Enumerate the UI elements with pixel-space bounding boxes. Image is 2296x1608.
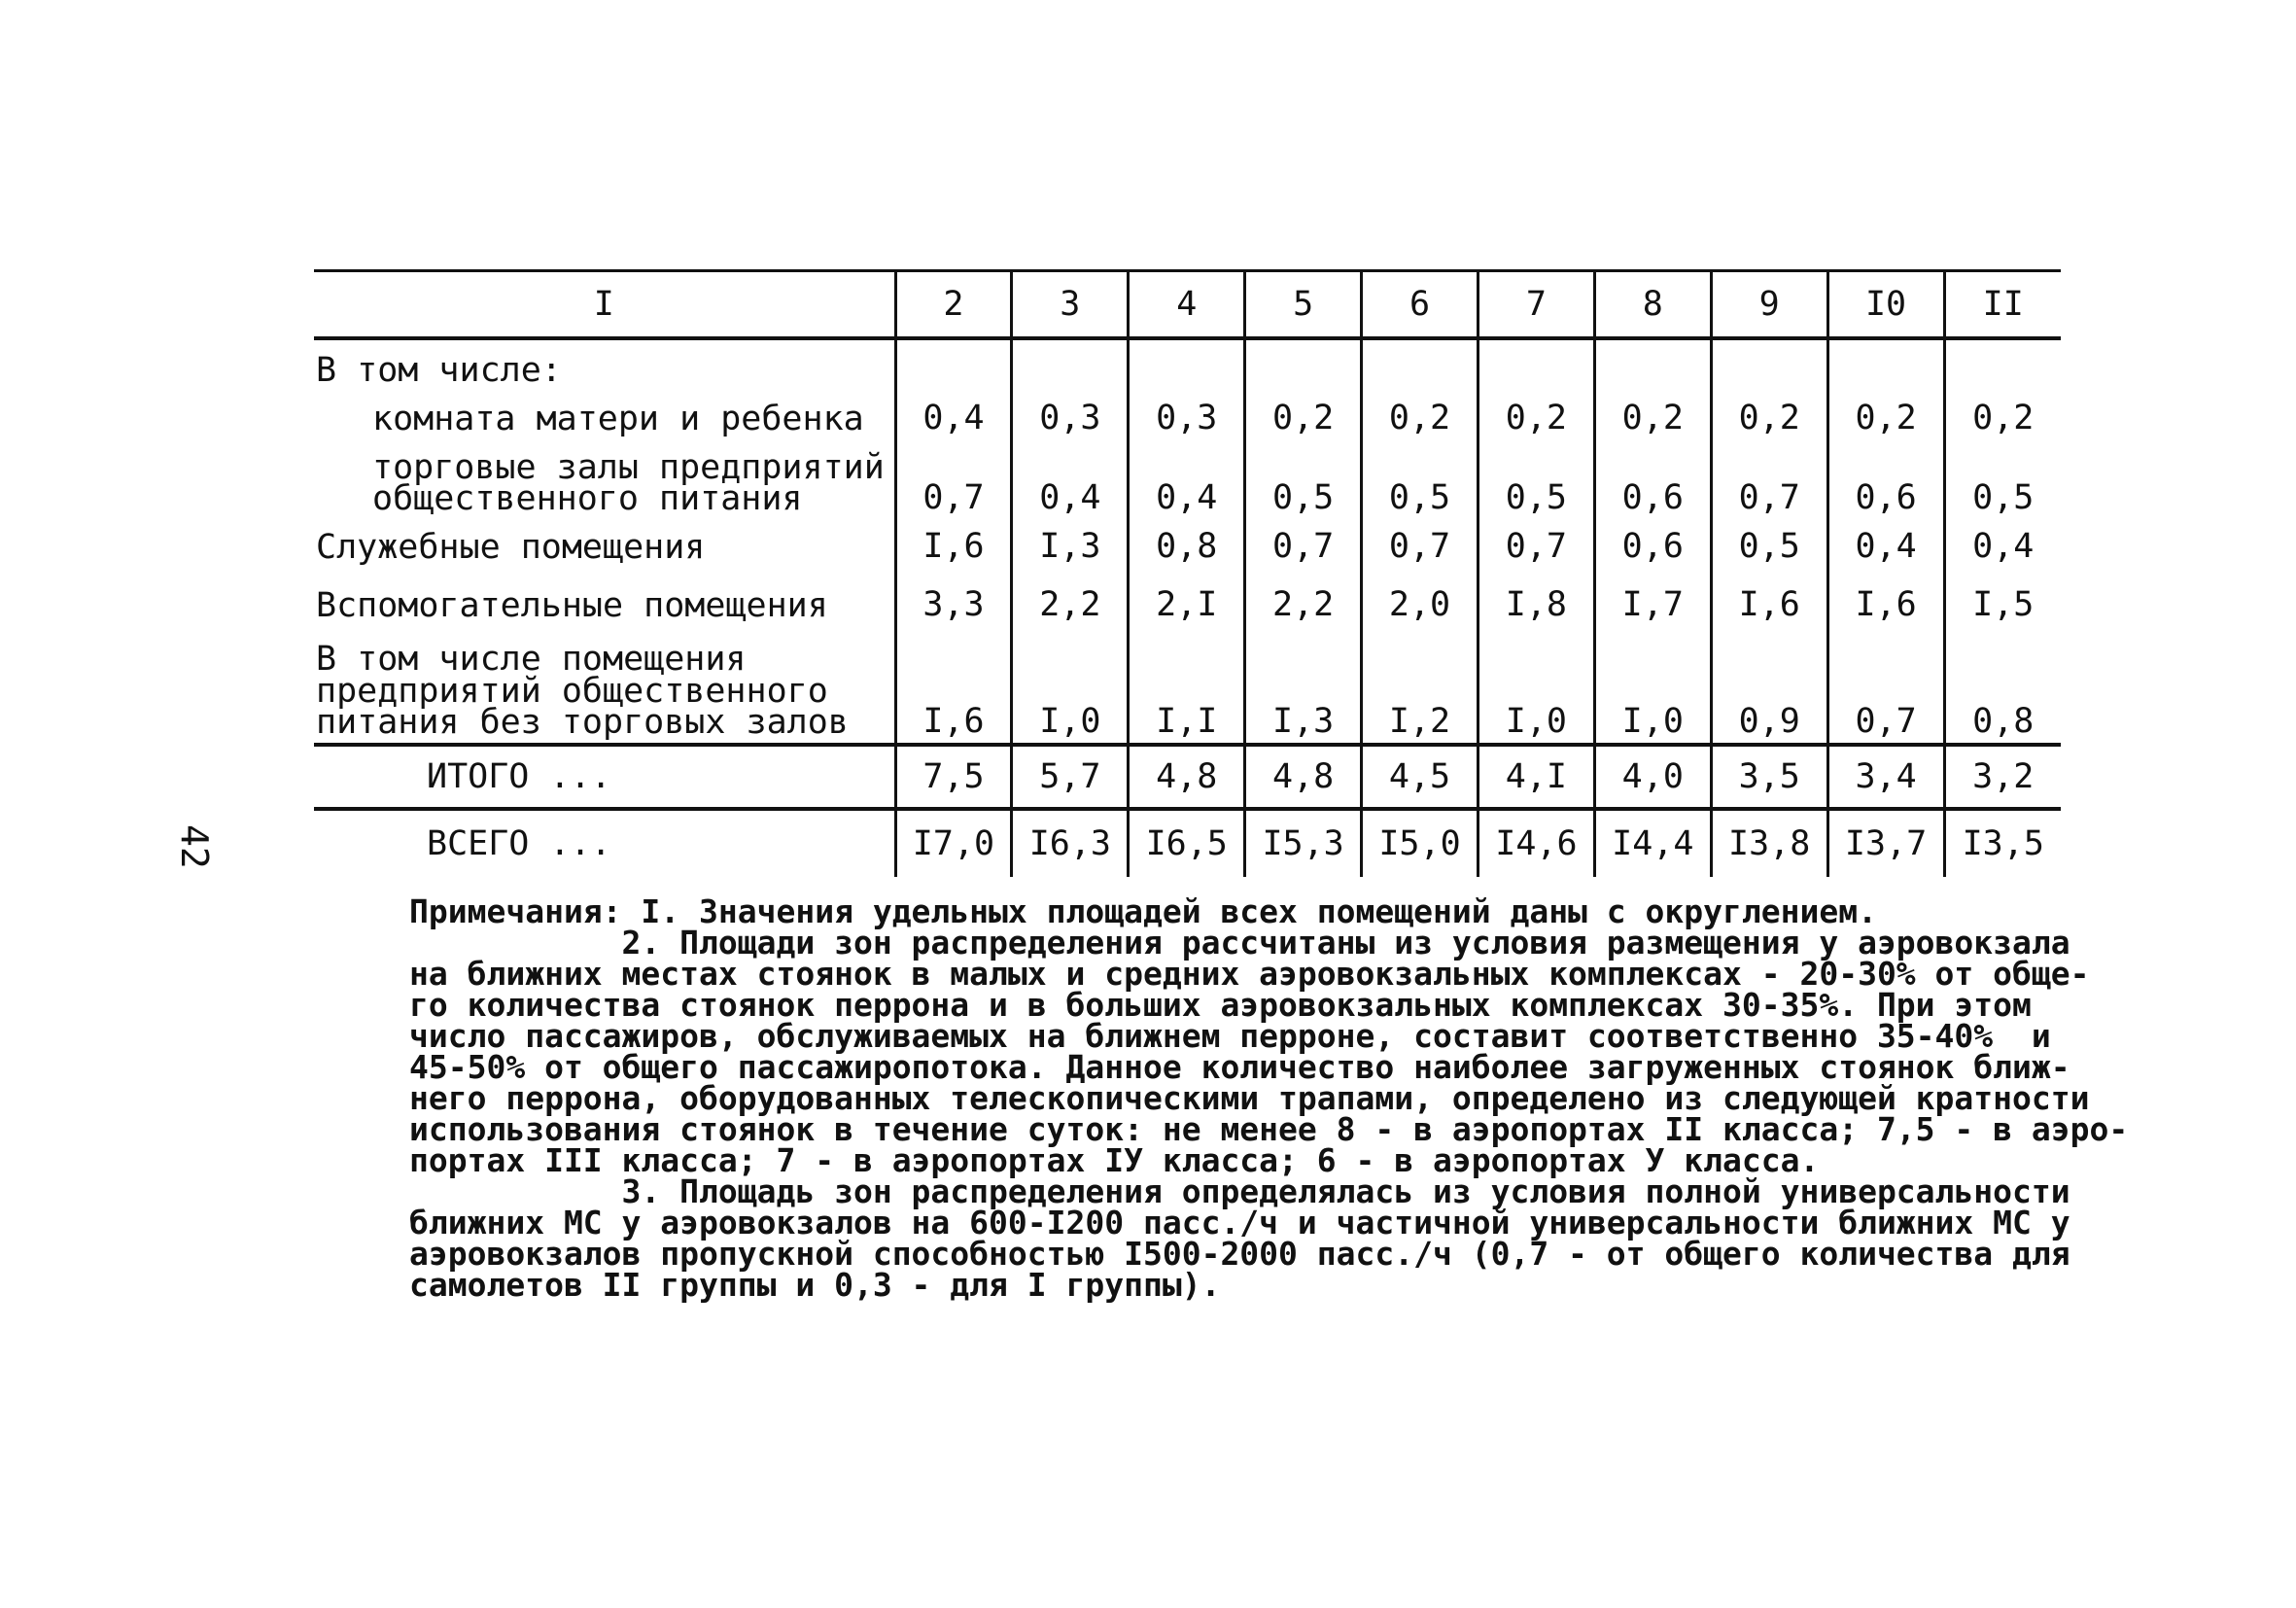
header-cell: I0 — [1827, 271, 1944, 339]
table-cell: 0,3 — [1129, 387, 1245, 436]
table-cell: 0,2 — [1594, 387, 1711, 436]
table-cell: 0,4 — [895, 387, 1012, 436]
notes-line: портах III класса; 7 - в аэропортах IУ класса; 6 - в аэропортах У класса. — [409, 1141, 1820, 1179]
table-row — [314, 338, 2061, 387]
table-cell: I6,5 — [1129, 809, 1245, 877]
header-cell: 2 — [895, 271, 1012, 339]
table-cell: 5,7 — [1012, 745, 1129, 809]
table-cell: I6,3 — [1012, 809, 1129, 877]
table-row — [314, 622, 2061, 745]
header-cell: 7 — [1478, 271, 1594, 339]
table-cell: 0,5 — [1245, 436, 1362, 515]
table-cell: 0,2 — [1362, 387, 1478, 436]
table-cell: 2,2 — [1245, 564, 1362, 622]
table-cell: 2,2 — [1012, 564, 1129, 622]
row-label: В том числе помещения предприятий общественного питания без торговых залов — [316, 640, 849, 743]
total-row — [314, 745, 2061, 809]
table-cell: I5,3 — [1245, 809, 1362, 877]
table-cell: I,0 — [1478, 622, 1594, 745]
notes-line: него перрона, оборудованных телескопическими трапами, определено из следующей кратности — [409, 1079, 2090, 1117]
row-label: ВСЕГО ... — [314, 809, 895, 877]
page-number: 42 — [173, 824, 216, 869]
table-cell: 4,5 — [1362, 745, 1478, 809]
table-cell: I,2 — [1362, 622, 1478, 745]
notes-line: 3. Площадь зон распределения определялась из условия полной универсальности — [409, 1172, 2070, 1210]
header-cell: 5 — [1245, 271, 1362, 339]
table-cell: 0,7 — [1245, 515, 1362, 564]
table-cell: I3,7 — [1827, 809, 1944, 877]
table-cell: 0,2 — [1827, 387, 1944, 436]
notes-line: 2. Площади зон распределения рассчитаны из условия размещения у аэровокзала — [409, 924, 2070, 961]
header-cell: 4 — [1129, 271, 1245, 339]
table-cell: 0,6 — [1827, 436, 1944, 515]
table-cell: 0,9 — [1711, 622, 1827, 745]
table-cell: I,7 — [1594, 564, 1711, 622]
table-cell: 0,7 — [1478, 515, 1594, 564]
notes-line: го количества стоянок перрона и в больших аэровокзальных комплексах 30-35%. При этом — [409, 986, 2032, 1024]
header-cell: 3 — [1012, 271, 1129, 339]
row-label: комната матери и ребенка — [372, 400, 864, 439]
table-cell: I,3 — [1245, 622, 1362, 745]
row-label: Вспомогательные помещения — [316, 586, 828, 626]
table-cell: 3,4 — [1827, 745, 1944, 809]
table-cell: 0,2 — [1478, 387, 1594, 436]
table-cell: 7,5 — [895, 745, 1012, 809]
table-cell: I,3 — [1012, 515, 1129, 564]
header-cell: I — [314, 271, 895, 339]
row-label: Служебные помещения — [316, 528, 706, 568]
table-cell: 0,5 — [1478, 436, 1594, 515]
table-cell: I,5 — [1944, 564, 2061, 622]
table-cell: 0,7 — [895, 436, 1012, 515]
notes-line: самолетов II группы и 0,3 - для I группы). — [409, 1266, 1221, 1304]
header-cell: II — [1944, 271, 2061, 339]
table-cell — [1944, 338, 2061, 387]
table-cell: 4,8 — [1245, 745, 1362, 809]
table-cell: I5,0 — [1362, 809, 1478, 877]
table-row — [314, 387, 2061, 436]
header-cell: 9 — [1711, 271, 1827, 339]
table-cell: I,6 — [895, 622, 1012, 745]
table-cell: I4,4 — [1594, 809, 1711, 877]
table-cell: I3,8 — [1711, 809, 1827, 877]
notes-line: число пассажиров, обслуживаемых на ближнем перроне, составит соответственно 35-40% и — [409, 1017, 2051, 1055]
table-cell — [1594, 338, 1711, 387]
table-cell — [895, 338, 1012, 387]
table-cell — [1827, 338, 1944, 387]
notes-line: ближних МС у аэровокзалов на 600-I200 пасс./ч и частичной универсальности ближних МС у — [409, 1204, 2070, 1241]
table-cell: I7,0 — [895, 809, 1012, 877]
table-cell: 3,5 — [1711, 745, 1827, 809]
table-cell: 0,2 — [1245, 387, 1362, 436]
table-cell: 0,7 — [1827, 622, 1944, 745]
table-cell: 0,4 — [1944, 515, 2061, 564]
table-cell: 4,0 — [1594, 745, 1711, 809]
table-cell: 0,4 — [1012, 436, 1129, 515]
table-cell: 0,5 — [1711, 515, 1827, 564]
table-cell: 0,2 — [1944, 387, 2061, 436]
table-cell: 3,2 — [1944, 745, 2061, 809]
table-cell — [1478, 338, 1594, 387]
table-cell: 0,8 — [1944, 622, 2061, 745]
table-cell: I,0 — [1594, 622, 1711, 745]
row-label: торговые залы предприятий общественного питания — [372, 447, 885, 519]
table-cell — [1711, 338, 1827, 387]
row-label: В том числе: — [316, 351, 562, 391]
header-cell: 6 — [1362, 271, 1478, 339]
row-label: ИТОГО ... — [314, 745, 895, 809]
table-cell: I,8 — [1478, 564, 1594, 622]
table-cell: 2,I — [1129, 564, 1245, 622]
table-cell: 0,7 — [1362, 515, 1478, 564]
table-cell: I,I — [1129, 622, 1245, 745]
table-row — [314, 564, 2061, 622]
header-row — [314, 271, 2061, 339]
table-cell: I,0 — [1012, 622, 1129, 745]
table-cell: 4,I — [1478, 745, 1594, 809]
table-cell: 0,8 — [1129, 515, 1245, 564]
table-cell — [1362, 338, 1478, 387]
table-cell: 0,5 — [1362, 436, 1478, 515]
table-cell: I,6 — [1827, 564, 1944, 622]
notes — [409, 892, 2129, 1304]
table-cell: 0,5 — [1944, 436, 2061, 515]
table-cell: 0,2 — [1711, 387, 1827, 436]
table-cell: I,6 — [895, 515, 1012, 564]
header-cell: 8 — [1594, 271, 1711, 339]
table-cell: 4,8 — [1129, 745, 1245, 809]
table-cell — [1012, 338, 1129, 387]
table-cell: 0,7 — [1711, 436, 1827, 515]
area-table — [314, 269, 2061, 877]
notes-line: 45-50% от общего пассажиропотока. Данное количество наиболее загруженных стоянок ближ- — [409, 1048, 2070, 1086]
table-cell: 0,6 — [1594, 515, 1711, 564]
grand-total-row — [314, 809, 2061, 877]
table-cell: I4,6 — [1478, 809, 1594, 877]
table-cell: I3,5 — [1944, 809, 2061, 877]
table-cell: 0,4 — [1827, 515, 1944, 564]
table-cell: I,6 — [1711, 564, 1827, 622]
table-cell: 0,4 — [1129, 436, 1245, 515]
table-cell: 0,6 — [1594, 436, 1711, 515]
table-cell — [1129, 338, 1245, 387]
notes-line: использования стоянок в течение суток: не менее 8 - в аэропортах II класса; 7,5 - в аэро- — [409, 1110, 2129, 1148]
notes-line: аэровокзалов пропускной способностью I500-2000 пасс./ч (0,7 - от общего количества для — [409, 1235, 2070, 1273]
table-cell: 3,3 — [895, 564, 1012, 622]
notes-line: на ближних местах стоянок в малых и средних аэровокзальных комплексах - 20-30% от обще- — [409, 955, 2090, 993]
table-cell: 2,0 — [1362, 564, 1478, 622]
table-row — [314, 436, 2061, 515]
table-cell: 0,3 — [1012, 387, 1129, 436]
table-cell — [1245, 338, 1362, 387]
table-row — [314, 515, 2061, 564]
notes-line: Примечания: I. Значения удельных площадей всех помещений даны с округлением. — [409, 892, 1877, 930]
